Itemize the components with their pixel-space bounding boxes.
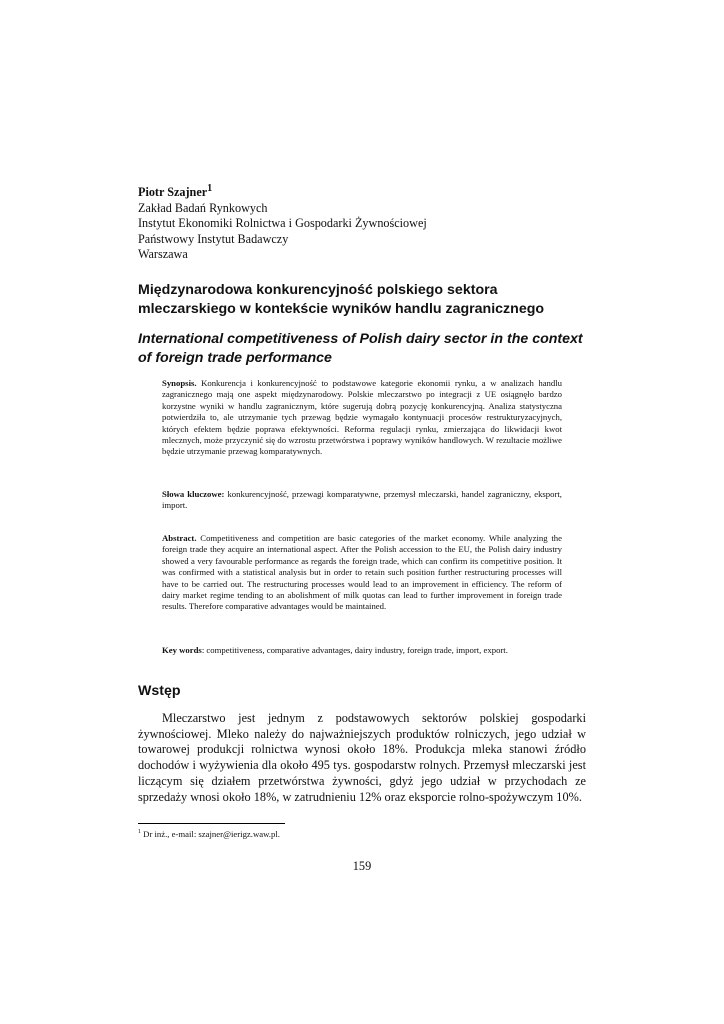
abstract-label: Abstract.: [162, 533, 197, 543]
footnote-text: Dr inż., e-mail: szajner@ierigz.waw.pl.: [141, 829, 280, 839]
affiliation-city: Warszawa: [138, 247, 188, 262]
keywords-polish: [162, 489, 562, 512]
abstract: [162, 533, 562, 613]
affiliation-status: Państwowy Instytut Badawczy: [138, 231, 289, 246]
author-name-line: [138, 181, 578, 201]
author-block: [138, 181, 578, 263]
keywords-polish-text: konkurencyjność, przewagi komparatywne, przemysł mleczarski, handel zagraniczny, eksport, import.: [162, 489, 562, 511]
title-polish: Międzynarodowa konkurencyjność polskiego sektora mleczarskiego w kontekście wyników handlu zagranicznego: [138, 282, 545, 317]
keywords-english: [162, 645, 562, 656]
footnote-divider: [138, 823, 285, 824]
abstract-text: Competitiveness and competition are basic categories of the market economy. While analyzing the foreign trade they acquire an international aspect. After the Polish accession to the EU, the Polish dairy industry showed a very favourable performance as regards the foreign trade, which can confirm its competitive position. It was confirmed with a statistical analysis but in order to retain such position further restructuring processes will have to be carried out. The restructuring processes would lead to an improvement in efficiency. The reform of dairy market regime tending to an abolishment of milk quotas can lead to further improvement in foreign trade results. Therefore comparative advantages would be maintained.: [162, 533, 562, 612]
body-paragraph: Mleczarstwo jest jednym z podstawowych sektorów polskiej gospodarki żywnościowej. Mleko należy do najważniejszych produktów rolniczych, jego udział w towarowej produkcji rolnictwa wynosi około 18%. Produkcja mleka stanowi źródło dochodów i wyżywienia dla około 495 tys. gospodarstw rolnych. Przemysł mleczarski jest liczącym się działem przetwórstwa żywności, gdyż jego udział w przychodach ze sprzedaży wnosi około 18%, w zatrudnieniu 12% oraz eksporcie rolno-spożywczym 10%.: [138, 711, 586, 804]
footnote-mark: 1: [138, 829, 141, 836]
affiliation-institute: Instytut Ekonomiki Rolnictwa i Gospodarki Żywnościowej: [138, 216, 427, 231]
author-name: Piotr Szajner: [138, 185, 208, 200]
page-number: 159: [352, 859, 372, 873]
author-footnote-mark: 1: [207, 183, 213, 194]
footnote: [138, 829, 280, 839]
keywords-polish-label: Słowa kluczowe:: [162, 489, 225, 499]
affiliation-department: Zakład Badań Rynkowych: [138, 200, 268, 215]
section-heading: Wstęp: [138, 683, 181, 699]
synopsis-text: Konkurencja i konkurencyjność to podstawowe kategorie ekonomii rynku, a w analizach handlu zagranicznego mają one aspekt międzynarodowy. Polskie mleczarstwo po integracji z UE osiągnęło bardzo korzystne wyniki w handlu zagranicznym, które sugerują dobrą pozycję konkurencyjną. Analiza statystyczna potwierdziła to, ale utrzymanie tych przewag będzie wymagało kontynuacji procesów restrukturyzacyjnych, których efektem będzie poprawa efektywności. Reforma regulacji rynku, zmierzająca do likwidacji kwot mlecznych, może przyczynić się do wzrostu przetwórstwa i poprawy wyników handlowych. W rezultacie możliwe będzie utrzymanie przewag komparatywnych.: [162, 378, 562, 457]
keywords-english-text: : competitiveness, comparative advantages, dairy industry, foreign trade, import, export.: [201, 645, 508, 655]
synopsis-label: Synopsis.: [162, 378, 197, 388]
keywords-english-label: Key words: [162, 645, 202, 655]
title-english: International competitiveness of Polish dairy sector in the context of foreign trade performance: [138, 331, 583, 366]
synopsis: [162, 378, 562, 458]
